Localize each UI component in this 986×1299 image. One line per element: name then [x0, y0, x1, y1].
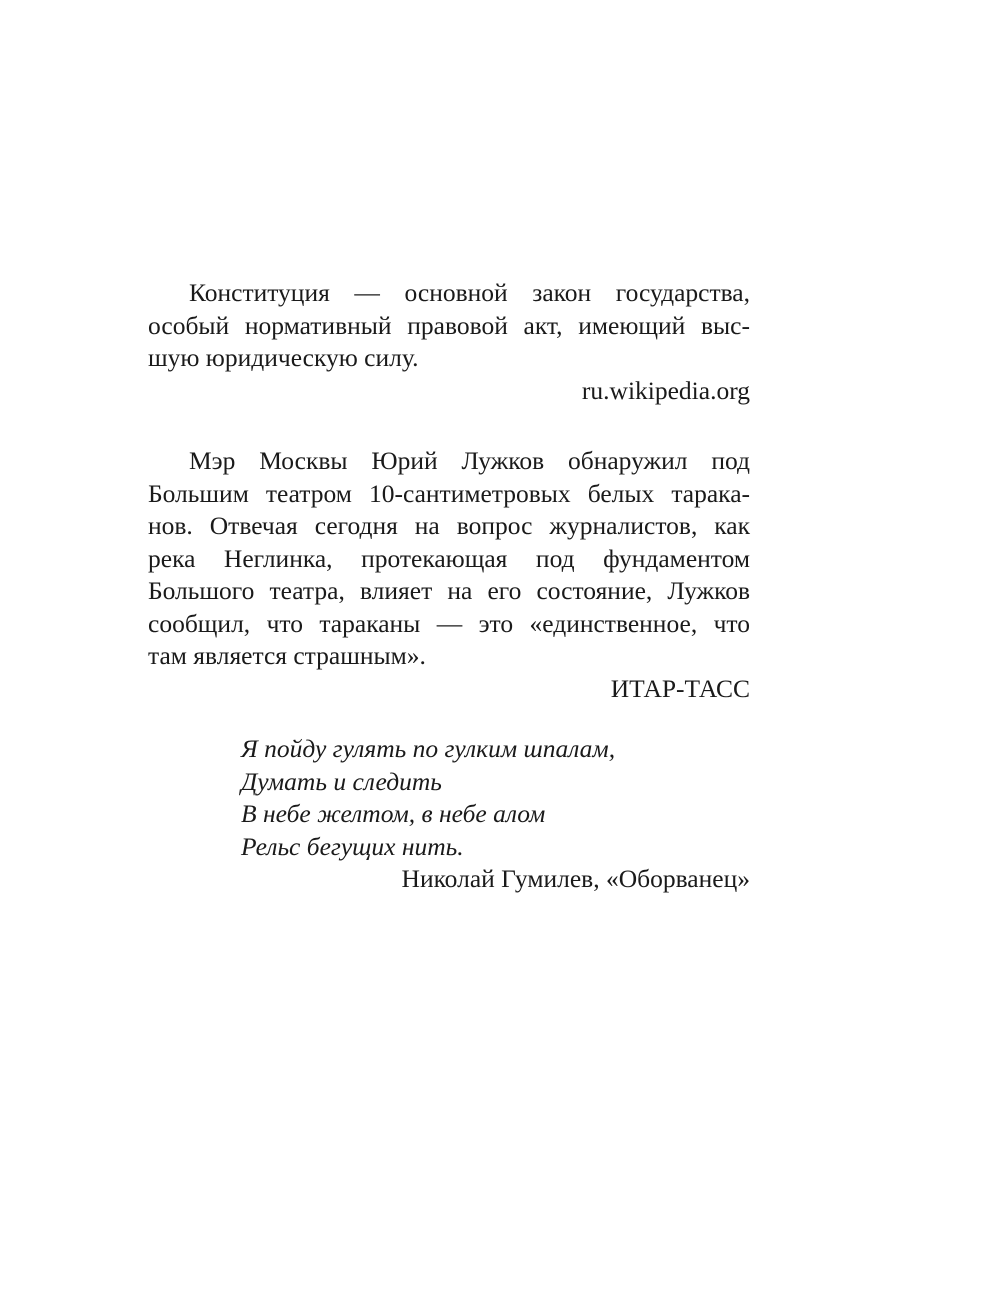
text-line: Большим театром 10-сантиметровых белых тарака- — [148, 478, 750, 508]
poem-text — [241, 733, 750, 863]
text-line: особый нормативный правовой акт, имеющий выс- — [148, 310, 750, 340]
text-line: шую юридическую силу. — [148, 343, 419, 372]
epigraph-source: ru.wikipedia.org — [581, 375, 750, 405]
text-line: Большого театра, влияет на его состояние, Лужков — [148, 576, 750, 605]
page-content — [148, 277, 750, 896]
epigraph-text — [148, 277, 750, 375]
poem-line: Думать и следить — [241, 766, 442, 796]
epigraph-source: ИТАР-ТАСС — [610, 673, 750, 703]
text-line: Мэр Москвы Юрий Лужков обнаружил под — [189, 446, 750, 475]
text-line: сообщил, что тараканы — это «единственное, что — [148, 608, 750, 638]
text-line: Конституция — основной закон государства, — [189, 278, 750, 307]
poem-source: Николай Гумилев, «Оборванец» — [401, 864, 750, 893]
epigraph-constitution — [148, 277, 750, 407]
poem-line: В небе желтом, в небе алом — [241, 799, 546, 828]
epigraph-text — [148, 445, 750, 673]
text-line: река Неглинка, протекающая под фундаментом — [148, 543, 750, 573]
poem-line: Рельс бегущих нить. — [241, 831, 464, 861]
poem-line: Я пойду гулять по гулким шпалам, — [241, 734, 616, 763]
text-line: нов. Отвечая сегодня на вопрос журналистов, как — [148, 511, 750, 540]
epigraph-luzhkov — [148, 445, 750, 705]
epigraph-poem — [148, 733, 750, 896]
text-line: там является страшным». — [148, 641, 426, 670]
